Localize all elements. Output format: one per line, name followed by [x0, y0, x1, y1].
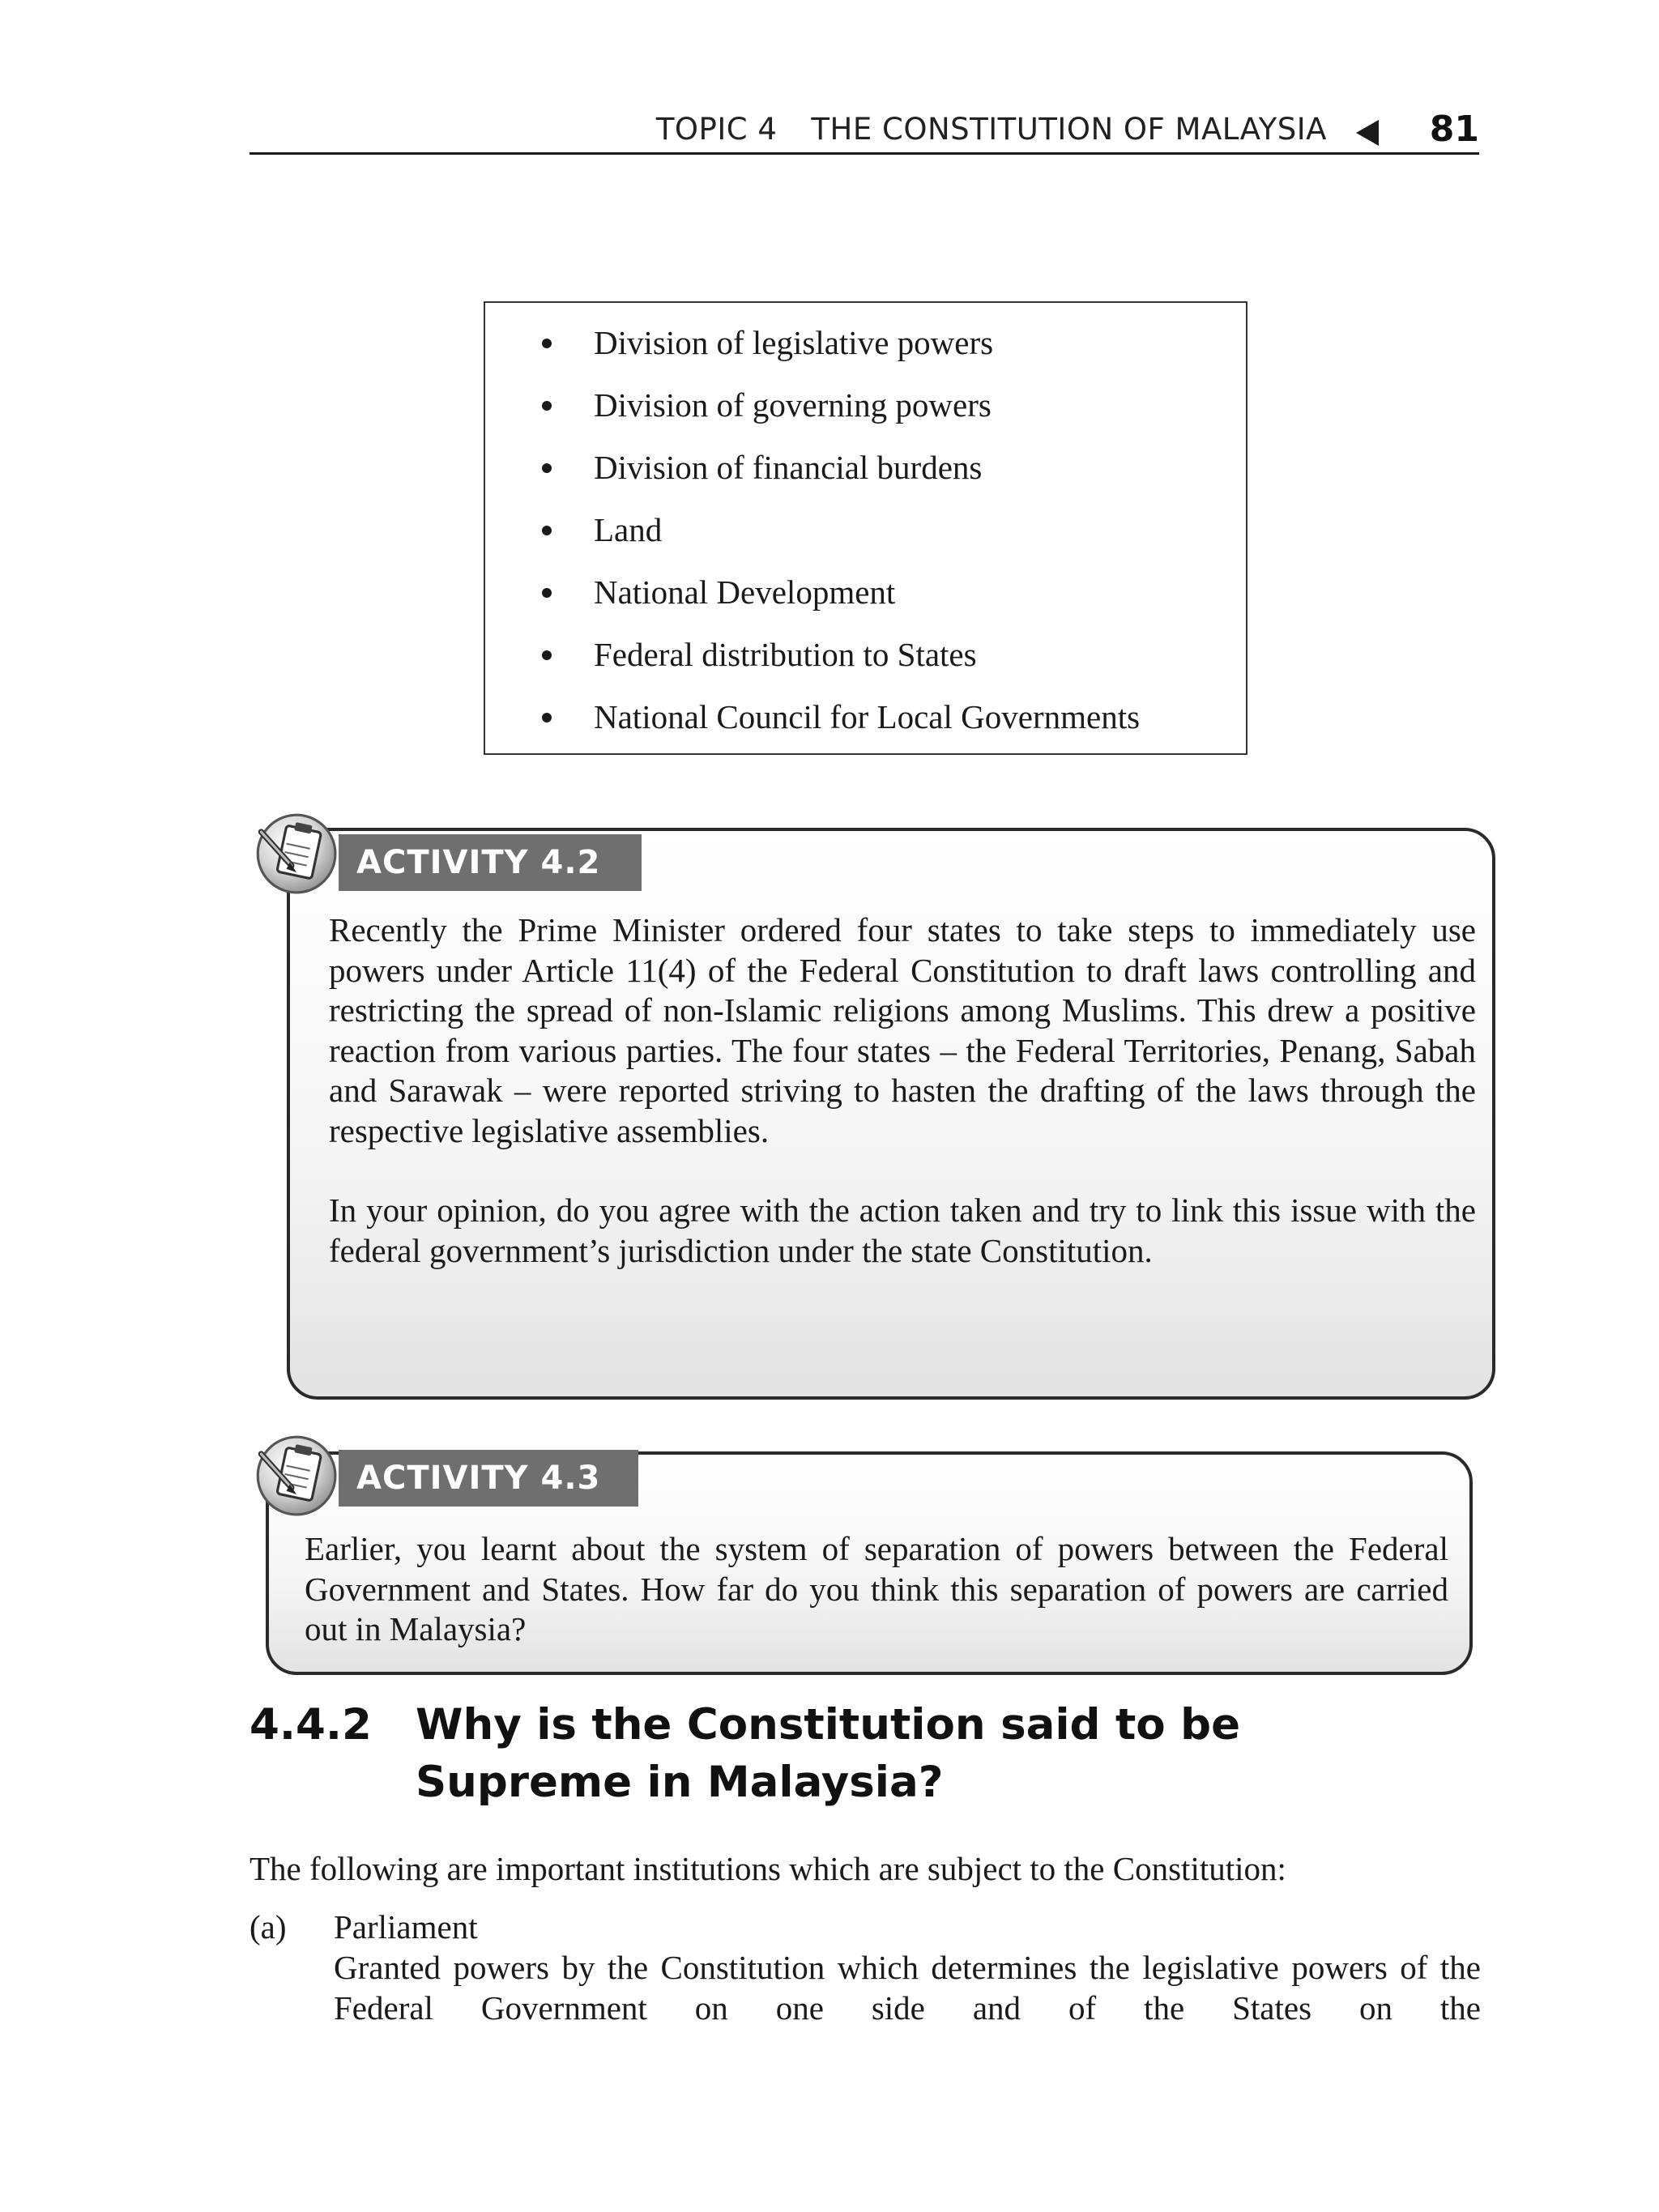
bullet-item: Division of legislative powers — [485, 322, 1246, 385]
running-header-text — [656, 112, 1327, 147]
running-header — [249, 104, 1479, 155]
bullet-item: National Development — [485, 572, 1246, 634]
section-number: 4.4.2 — [249, 1700, 372, 1750]
triangle-left-icon — [1356, 120, 1379, 146]
chapter-title: THE CONSTITUTION OF MALAYSIA — [811, 112, 1327, 147]
bullet-box — [484, 301, 1247, 755]
clipboard-pencil-icon — [253, 1432, 337, 1516]
activity-label: ACTIVITY 4.3 — [339, 1450, 638, 1507]
intro-paragraph: The following are important institutions which are subject to the Constitution: — [249, 1850, 1286, 1887]
activity-paragraph: Recently the Prime Minister ordered four states to take steps to immediately use powers under Article 11(4) of the Federal Constitution to draft laws controlling and restricting the spread of non-Islamic religions among Muslims. This drew a positive reaction from various parties. The four states – the Federal Territories, Penang, Sabah and Sarawak – were reported striving to hasten the drafting of the laws through the respective legislative assemblies. — [329, 911, 1476, 1149]
activity-paragraph: In your opinion, do you agree with the action taken and try to link this issue with the federal government’s jurisdiction under the state Constitution. — [329, 1191, 1476, 1269]
activity-paragraph: Earlier, you learnt about the system of separation of powers between the Federal Government and States. How far do you think this separation of powers are carried out in Malaysia? — [305, 1530, 1448, 1647]
bullet-item: Division of governing powers — [485, 385, 1246, 447]
bullet-item: National Council for Local Governments — [485, 697, 1246, 759]
topic-label: TOPIC 4 — [655, 112, 778, 147]
activity-label: ACTIVITY 4.2 — [339, 834, 642, 891]
clipboard-pencil-icon — [253, 810, 337, 894]
list-item-body: Granted powers by the Constitution which determines the legislative powers of the Federal Government on one side and of the States on the — [334, 1949, 1481, 2027]
section-title: Why is the Constitution said to be Supreme in Malaysia? — [416, 1700, 1241, 1807]
bullet-item: Land — [485, 509, 1246, 572]
bullet-list — [485, 322, 1246, 759]
bullet-item: Division of financial burdens — [485, 447, 1246, 509]
list-marker: (a) — [249, 1908, 287, 1946]
activity-body — [305, 1529, 1448, 1650]
activity-body — [329, 910, 1476, 1271]
list-item-title: Parliament — [334, 1908, 478, 1946]
page-number: 81 — [1429, 109, 1479, 150]
bullet-item: Federal distribution to States — [485, 634, 1246, 697]
